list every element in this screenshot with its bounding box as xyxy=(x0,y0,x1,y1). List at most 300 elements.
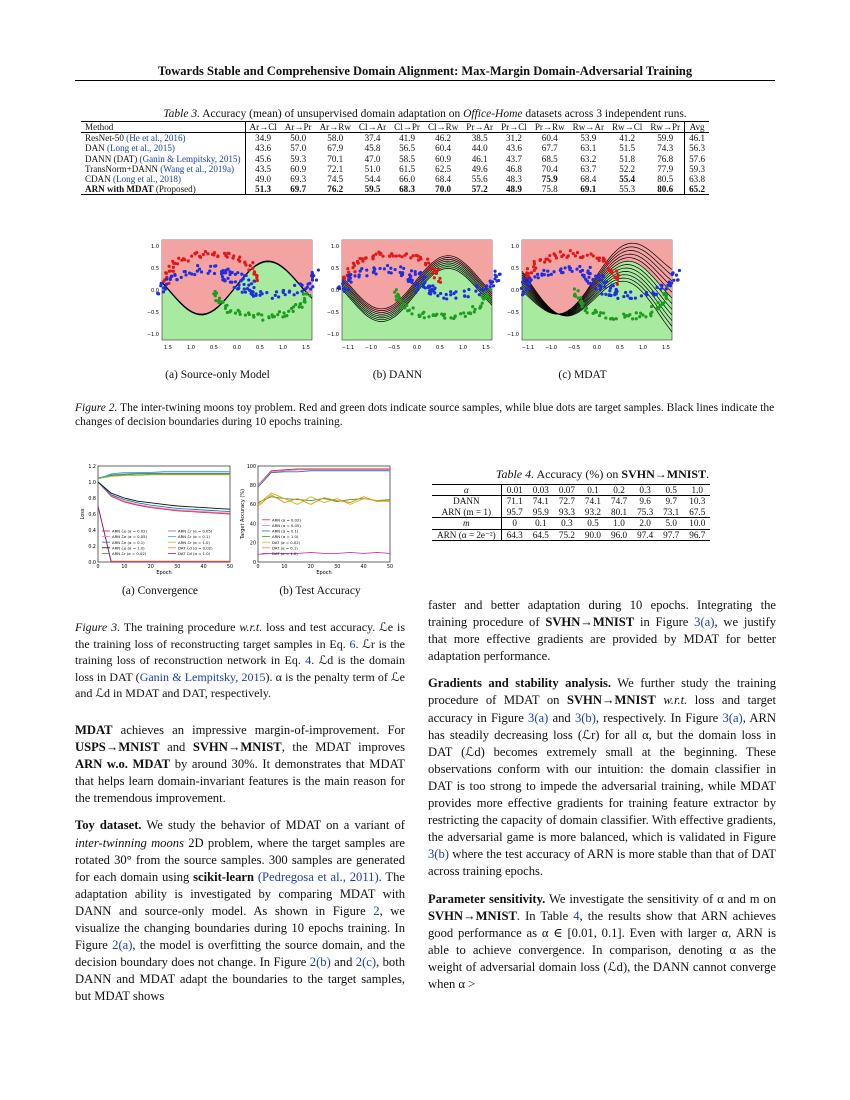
figure2-subcaption-a: (a) Source-only Model xyxy=(165,369,270,381)
target-dot-blue xyxy=(442,297,445,300)
value-cell: 59.3 xyxy=(689,163,706,174)
value-cell: 0.2 xyxy=(606,485,632,496)
x-axis-label: Epoch xyxy=(156,570,172,576)
x-tick-label: 1.5 xyxy=(164,345,172,351)
target-dot-blue xyxy=(416,288,419,291)
target-dot-blue xyxy=(389,267,392,270)
source-dot-green xyxy=(489,288,492,291)
method-name: ResNet-50 xyxy=(85,133,124,144)
text-run: . The adaptation ability is investigated by comparing MDAT with DANN and source-only model. As shown in Figure xyxy=(75,869,405,918)
value-cell: 34.9 xyxy=(255,133,272,144)
source-dot-green xyxy=(402,302,405,305)
target-dot-blue xyxy=(373,269,376,272)
y-tick-label: 0.8 xyxy=(88,496,96,502)
column-header: Ar→Cl xyxy=(245,122,281,133)
column-header: Pr→Ar xyxy=(462,122,497,133)
target-dot-blue xyxy=(655,286,658,289)
target-dot-blue xyxy=(196,264,199,267)
source-dot-green xyxy=(650,305,653,308)
y-tick-label: 60 xyxy=(249,503,256,509)
target-dot-blue xyxy=(604,293,607,296)
citation-link[interactable]: (Long et al., 2015) xyxy=(104,143,175,154)
value-cell: 59.9 xyxy=(646,133,684,144)
citation-link[interactable]: (Long et al., 2018) xyxy=(110,174,181,185)
source-dot-green xyxy=(399,300,402,303)
source-dot-green xyxy=(631,317,634,320)
source-dot-red xyxy=(360,257,363,260)
figure2-caption xyxy=(75,401,775,429)
source-dot-red xyxy=(430,266,433,269)
y-tick-label: 0.0 xyxy=(88,560,96,566)
source-dot-green xyxy=(622,313,625,316)
table-row xyxy=(81,174,709,184)
value-cell: 0.3 xyxy=(554,518,580,529)
source-dot-green xyxy=(443,316,446,319)
value-cell: 57.2 xyxy=(462,184,497,195)
table-row xyxy=(81,154,709,164)
value-cell: 75.3 xyxy=(637,506,654,517)
target-dot-blue xyxy=(293,293,296,296)
target-dot-blue xyxy=(608,289,611,292)
method-cell xyxy=(81,174,245,184)
source-dot-red xyxy=(251,261,254,264)
source-dot-red xyxy=(581,255,584,258)
target-dot-blue xyxy=(237,283,240,286)
value-cell: 55.3 xyxy=(608,184,646,195)
x-tick-label: 30 xyxy=(174,565,181,570)
target-dot-blue xyxy=(365,268,368,271)
source-dot-green xyxy=(573,287,576,290)
target-dot-blue xyxy=(359,269,362,272)
source-dot-red xyxy=(403,254,406,257)
value-cell: 60.4 xyxy=(541,133,558,144)
value-cell: 68.4 xyxy=(580,174,597,185)
target-dot-blue xyxy=(372,266,375,269)
target-dot-blue xyxy=(659,287,662,290)
figure3-caption-part: . ℒd is the domain loss in DAT ( xyxy=(75,653,405,684)
x-tick-label: 20 xyxy=(147,565,154,570)
source-dot-red xyxy=(433,276,436,279)
value-cell: 95.7 xyxy=(506,506,523,517)
figure-link[interactable]: 3(b) xyxy=(428,847,449,862)
target-dot-blue xyxy=(418,272,421,275)
source-dot-green xyxy=(595,311,598,314)
paragraph-continuation xyxy=(428,597,776,665)
source-dot-green xyxy=(247,311,250,314)
source-dot-green xyxy=(574,295,577,298)
target-dot-blue xyxy=(213,272,216,275)
target-dot-blue xyxy=(485,287,488,290)
target-dot-blue xyxy=(252,286,255,289)
target-dot-blue xyxy=(591,278,594,281)
source-dot-green xyxy=(405,304,408,307)
value-cell: 90.0 xyxy=(580,529,606,540)
target-dot-blue xyxy=(533,275,536,278)
source-dot-green xyxy=(459,312,462,315)
target-dot-blue xyxy=(480,288,483,291)
target-dot-blue xyxy=(428,285,431,288)
source-dot-red xyxy=(172,266,175,269)
target-dot-blue xyxy=(234,280,237,283)
y-tick-label: 1.0 xyxy=(151,244,159,250)
text-run: faster and better adaptation during 10 epochs. Integrating the training procedure of xyxy=(428,598,776,630)
target-dot-blue xyxy=(243,287,246,290)
target-dot-blue xyxy=(669,281,672,284)
source-dot-red xyxy=(231,256,234,259)
text-run: We investigate the sensitivity of α and m on xyxy=(545,891,776,906)
legend-label: ARN ℒr (α = 1.0) xyxy=(178,539,210,545)
source-dot-red xyxy=(357,262,360,265)
table-link[interactable]: 4 xyxy=(573,908,580,923)
y-tick-label: 0.0 xyxy=(511,288,519,294)
value-cell: 48.9 xyxy=(497,184,531,195)
source-dot-green xyxy=(299,302,302,305)
target-dot-blue xyxy=(542,269,545,272)
eq-link[interactable]: 6 xyxy=(349,636,356,651)
value-cell: 0.5 xyxy=(580,518,606,529)
target-dot-blue xyxy=(552,270,555,273)
text-run: achieves an impressive margin-of-improvement. For xyxy=(112,723,405,737)
target-dot-blue xyxy=(445,297,448,300)
legend-label: ARN ℒr (α = 0.02) xyxy=(112,551,147,556)
value-cell: 9.7 xyxy=(658,496,684,507)
target-dot-blue xyxy=(497,279,500,282)
text-run: We study the behavior of MDAT on a variant of xyxy=(141,818,405,833)
figure-link[interactable]: 3(b) xyxy=(574,710,596,725)
source-dot-red xyxy=(606,262,609,265)
target-dot-blue xyxy=(540,274,543,277)
value-cell: 1.0 xyxy=(684,485,710,496)
target-dot-blue xyxy=(160,282,163,285)
source-dot-green xyxy=(582,302,585,305)
y-tick-label: 40 xyxy=(249,522,256,528)
text-run: loss and target accuracy in Figure xyxy=(428,693,777,725)
figure3b-chart xyxy=(238,460,398,580)
target-dot-blue xyxy=(342,281,345,284)
text-run: in Figure xyxy=(634,615,695,630)
legend-label: ARN ℒe (α = 0.05) xyxy=(112,534,148,540)
target-dot-blue xyxy=(301,284,304,287)
value-cell: 66.0 xyxy=(399,174,416,185)
source-dot-green xyxy=(422,311,425,314)
row-label: ARN (α = 2e⁻²) xyxy=(432,529,501,540)
source-dot-green xyxy=(294,303,297,306)
target-dot-blue xyxy=(436,294,439,297)
value-cell: 70.1 xyxy=(327,153,344,164)
target-dot-blue xyxy=(428,289,431,292)
target-dot-blue xyxy=(547,274,550,277)
value-cell: 74.5 xyxy=(327,174,344,185)
paragraph-heading: Toy dataset. xyxy=(75,818,142,833)
target-dot-blue xyxy=(347,288,350,291)
value-cell: 72.1 xyxy=(327,163,344,174)
table4-caption xyxy=(430,467,775,481)
target-dot-blue xyxy=(170,275,173,278)
table4-caption-label: Table 4. xyxy=(495,467,535,481)
legend-label: ARN (α = 0.1) xyxy=(272,528,299,534)
source-dot-red xyxy=(251,267,254,270)
source-dot-red xyxy=(533,269,536,272)
target-dot-blue xyxy=(559,267,562,270)
target-dot-blue xyxy=(200,270,203,273)
target-dot-blue xyxy=(410,269,413,272)
target-dot-blue xyxy=(241,291,244,294)
paragraph-toy-dataset xyxy=(75,817,405,1005)
figure3-caption-part: The training procedure xyxy=(120,620,240,634)
citation-link[interactable]: (Wang et al., 2019a) xyxy=(158,163,235,174)
text-run: , the MDAT improves xyxy=(281,740,405,755)
x-tick-label: 1.0 xyxy=(459,345,467,351)
y-tick-label: 0.4 xyxy=(88,528,96,534)
source-dot-green xyxy=(577,289,580,292)
source-dot-green xyxy=(427,315,430,318)
table4-alpha-header xyxy=(432,485,710,496)
target-dot-blue xyxy=(492,284,495,287)
citation-link[interactable]: (Ganin & Lempitsky, 2015) xyxy=(137,153,241,164)
target-dot-blue xyxy=(591,283,594,286)
target-dot-blue xyxy=(254,292,257,295)
value-cell: 63.8 xyxy=(689,174,706,185)
value-cell: 41.9 xyxy=(399,133,416,144)
target-dot-blue xyxy=(655,293,658,296)
citation-link[interactable]: Ganin & Lempitsky, 2015 xyxy=(139,669,266,684)
legend-label: DAT ℒd (α = 1.0) xyxy=(178,551,211,556)
value-cell: 49.0 xyxy=(255,174,272,185)
y-tick-label: −0.5 xyxy=(506,310,519,316)
x-tick-label: 0.5 xyxy=(616,345,624,351)
source-dot-red xyxy=(426,258,429,261)
source-dot-red xyxy=(607,267,610,270)
source-dot-green xyxy=(238,310,241,313)
target-dot-blue xyxy=(575,268,578,271)
source-dot-red xyxy=(615,270,618,273)
source-dot-red xyxy=(177,257,180,260)
source-dot-green xyxy=(252,314,255,317)
target-dot-blue xyxy=(524,282,527,285)
target-dot-blue xyxy=(244,291,247,294)
source-dot-green xyxy=(229,309,232,312)
source-dot-red xyxy=(559,250,562,253)
target-dot-blue xyxy=(454,297,457,300)
target-dot-blue xyxy=(467,295,470,298)
target-dot-blue xyxy=(271,297,274,300)
target-dot-blue xyxy=(671,272,674,275)
source-dot-green xyxy=(644,315,647,318)
figure-link[interactable]: 2 xyxy=(373,903,380,918)
source-dot-green xyxy=(662,293,665,296)
eq-link[interactable]: 4 xyxy=(305,653,312,667)
source-dot-red xyxy=(164,271,167,274)
figure-link[interactable]: 2(b) xyxy=(309,955,331,970)
target-dot-blue xyxy=(220,272,223,275)
source-dot-red xyxy=(565,256,568,259)
text-run: , respectively. In Figure xyxy=(595,710,723,725)
value-cell: 48.3 xyxy=(505,174,522,185)
figure3-caption-label: Figure 3. xyxy=(75,620,121,634)
target-dot-blue xyxy=(407,280,410,283)
figure3-subcaption-a: (a) Convergence xyxy=(121,585,199,597)
column-header: Cl→Ar xyxy=(355,122,390,133)
source-dot-green xyxy=(400,306,403,309)
source-dot-green xyxy=(410,312,413,315)
table4-m-header xyxy=(432,518,710,529)
x-tick-label: 1.5 xyxy=(302,345,310,351)
y-tick-label: 0.2 xyxy=(88,544,96,550)
target-dot-blue xyxy=(247,284,250,287)
target-dot-blue xyxy=(174,274,177,277)
column-header: Avg xyxy=(685,122,709,133)
target-dot-blue xyxy=(615,292,618,295)
figure-link[interactable]: 3(a) xyxy=(722,710,743,725)
text-run: scikit-learn xyxy=(193,869,254,884)
target-dot-blue xyxy=(478,293,481,296)
x-tick-label: 40 xyxy=(360,565,367,570)
x-tick-label: 1.5 xyxy=(482,345,490,351)
target-dot-blue xyxy=(546,270,549,273)
value-cell: 51.3 xyxy=(245,184,281,195)
figure3-caption-part: ). α is the penalty term of ℒe and ℒd in MDAT and DAT, respectively. xyxy=(75,669,405,700)
figure2-caption-text: The inter-twining moons toy problem. Red and green dots indicate source samples, while blue dots are target samples. Black lines indicate the changes of decision boundaries during 10 epochs training. xyxy=(75,402,775,428)
source-dot-red xyxy=(395,255,398,258)
legend-label: ARN ℒe (α = 1.0) xyxy=(112,545,145,551)
text-run: , ARN has steadily decreasing loss (ℒr) for all α, but the domain loss in DAT (ℒd) becomes extremely small at the beginning. These observations conform with our intuition: the domain classifier in DAT is too strong to impede the adversarial training, while MDAT provides more effective gradients for training feature extractor by restricting the capacity of domain classifier. With effective gradients, the adversarial game is more balanced, which is validated in Figure xyxy=(428,710,776,845)
source-dot-red xyxy=(572,252,575,255)
citation-link[interactable]: (He et al., 2016) xyxy=(123,133,186,144)
target-dot-blue xyxy=(433,286,436,289)
running-title: Towards Stable and Comprehensive Domain Alignment: Max-Margin Domain-Adversarial Training xyxy=(157,64,693,78)
y-tick-label: 0.0 xyxy=(151,288,159,294)
value-cell: 74.1 xyxy=(528,496,554,507)
source-dot-green xyxy=(580,305,583,308)
value-cell: 55.6 xyxy=(471,174,488,185)
target-dot-blue xyxy=(676,278,679,281)
value-cell: 57.6 xyxy=(689,153,706,164)
target-dot-blue xyxy=(622,295,625,298)
y-tick-label: 0.0 xyxy=(331,288,339,294)
legend-label: DAT (α = 0.1) xyxy=(272,545,298,551)
figure-link[interactable]: 2(c) xyxy=(355,955,377,970)
source-dot-green xyxy=(267,316,270,319)
target-dot-blue xyxy=(598,278,601,281)
target-dot-blue xyxy=(568,268,571,271)
value-cell: 44.0 xyxy=(471,143,488,154)
source-dot-red xyxy=(172,262,175,265)
source-dot-red xyxy=(602,260,605,263)
target-dot-blue xyxy=(499,273,502,276)
target-dot-blue xyxy=(274,294,277,297)
text-run: and xyxy=(330,955,356,970)
target-dot-blue xyxy=(293,284,296,287)
target-dot-blue xyxy=(386,264,389,267)
row-label: ARN (m = 1) xyxy=(432,507,501,518)
value-cell: 61.5 xyxy=(399,163,416,174)
source-dot-red xyxy=(247,269,250,272)
x-tick-label: 1.0 xyxy=(187,345,195,351)
text-run: MDAT xyxy=(75,723,113,737)
target-dot-blue xyxy=(408,276,411,279)
target-dot-blue xyxy=(609,286,612,289)
figure-link[interactable]: 2(a) xyxy=(112,938,133,953)
source-dot-red xyxy=(595,257,598,260)
citation-link[interactable]: (Pedregosa et al., 2011) xyxy=(257,869,379,884)
target-dot-blue xyxy=(343,290,346,293)
table4-caption-tail: . xyxy=(706,467,710,481)
source-dot-red xyxy=(216,255,219,258)
source-dot-red xyxy=(613,276,616,279)
value-cell: 43.6 xyxy=(505,143,522,154)
text-run: , both DANN and MDAT adapt the boundaries to the target samples, but MDAT shows xyxy=(75,955,406,1004)
target-dot-blue xyxy=(175,278,178,281)
text-run: where the test accuracy of ARN is more stable than that of DAT across training epochs. xyxy=(428,847,776,879)
target-dot-blue xyxy=(224,279,227,282)
source-dot-green xyxy=(398,296,401,299)
source-dot-red xyxy=(569,249,572,252)
value-cell: 46.2 xyxy=(435,133,452,144)
x-tick-label: −1.1 xyxy=(521,345,535,351)
text-run: and xyxy=(548,710,575,725)
source-dot-red xyxy=(353,270,356,273)
row-label: m xyxy=(432,518,501,529)
x-tick-label: 50 xyxy=(386,565,394,570)
figure-link[interactable]: 3(a) xyxy=(528,710,549,725)
figure-link[interactable]: 3(a) xyxy=(694,615,715,630)
text-run: ARN w.o. MDAT xyxy=(75,757,171,772)
value-cell: 1.0 xyxy=(606,518,632,529)
value-cell: 80.6 xyxy=(646,184,684,195)
paragraph-mdat xyxy=(75,722,405,807)
y-tick-label: 1.0 xyxy=(511,244,519,250)
legend-label: DAT (α = 1.0) xyxy=(272,551,298,556)
value-cell: 71.1 xyxy=(501,496,528,507)
y-tick-label: −1.0 xyxy=(326,332,339,338)
target-dot-blue xyxy=(433,291,436,294)
target-dot-blue xyxy=(284,293,287,296)
y-tick-label: 100 xyxy=(246,464,256,470)
source-dot-green xyxy=(418,315,421,318)
value-cell: 97.4 xyxy=(632,529,658,540)
source-dot-green xyxy=(471,305,474,308)
y-tick-label: −1.0 xyxy=(506,332,519,338)
figure2-caption-label: Figure 2. xyxy=(75,402,118,414)
target-dot-blue xyxy=(672,279,675,282)
source-dot-red xyxy=(346,267,349,270)
source-dot-green xyxy=(432,314,435,317)
source-dot-green xyxy=(660,303,663,306)
target-dot-blue xyxy=(599,288,602,291)
value-cell: 10.3 xyxy=(684,496,710,507)
value-cell: 63.7 xyxy=(580,163,597,174)
source-dot-red xyxy=(342,276,345,279)
target-dot-blue xyxy=(628,297,631,300)
source-dot-green xyxy=(580,299,583,302)
y-tick-label: 80 xyxy=(249,484,256,489)
figure3-caption-part: w.r.t. xyxy=(239,620,263,634)
source-dot-red xyxy=(602,257,605,260)
target-dot-blue xyxy=(463,290,466,293)
value-cell: 67.9 xyxy=(327,143,344,154)
target-dot-blue xyxy=(230,281,233,284)
source-dot-red xyxy=(533,262,536,265)
paragraph-sensitivity xyxy=(428,891,776,994)
source-dot-red xyxy=(381,255,384,258)
target-dot-blue xyxy=(198,268,201,271)
value-cell: 55.4 xyxy=(619,174,636,185)
target-dot-blue xyxy=(387,271,390,274)
source-dot-green xyxy=(641,313,644,316)
source-dot-red xyxy=(409,256,412,259)
source-dot-red xyxy=(544,258,547,261)
target-dot-blue xyxy=(589,266,592,269)
